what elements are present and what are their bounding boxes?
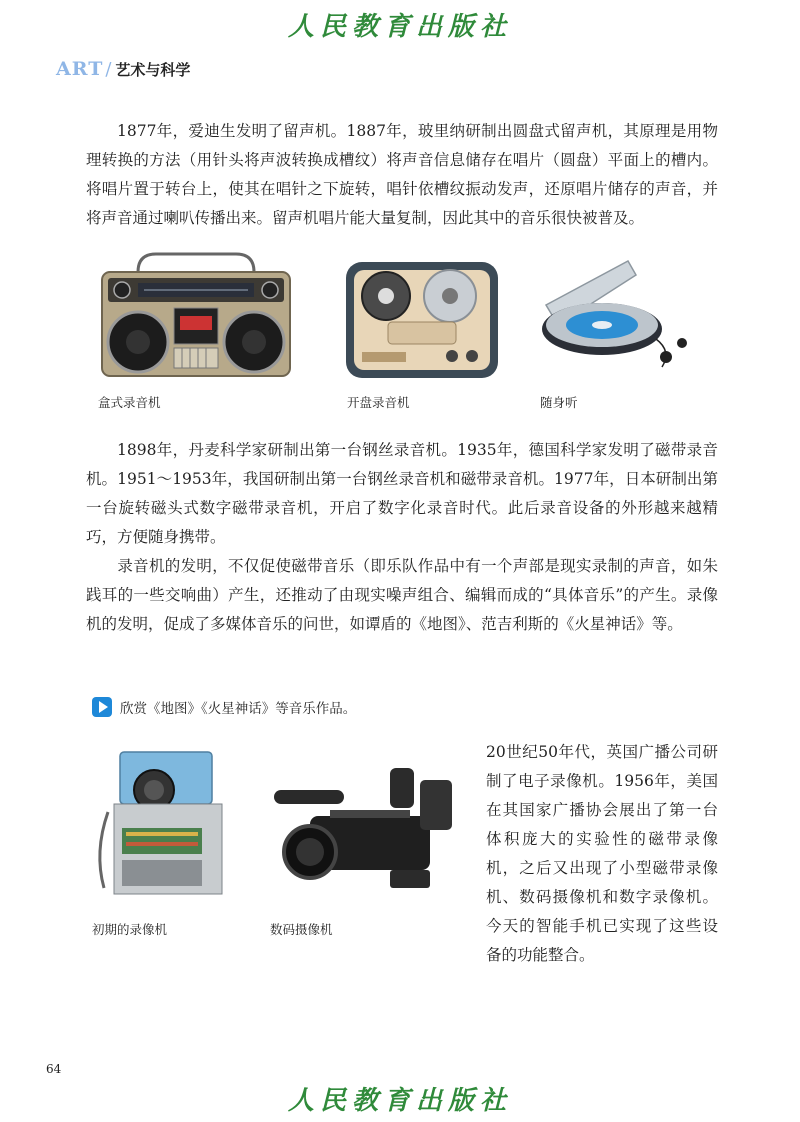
publisher-logo-top: 人民教育出版社 bbox=[287, 12, 512, 42]
art-label: ART bbox=[56, 58, 104, 80]
section-title: 艺术与科学 bbox=[115, 61, 191, 79]
caption-camcorder: 数码摄像机 bbox=[270, 922, 333, 937]
publisher-logo-bottom: 人民教育出版社 bbox=[287, 1086, 512, 1116]
paragraph-music-influence: 录音机的发明，不仅促使磁带音乐（即乐队作品中有一个声部是现实录制的声音，如朱践耳的一些交响曲）产生，还推动了由现实噪声组合、编辑而成的“具体音乐”的产生。录像机的发明，促成了多媒体音乐的问世，如谭盾的《地图》、范吉利斯的《火星神话》等。 bbox=[86, 557, 718, 633]
paragraph-tape-recorder: 1898年，丹麦科学家研制出第一台钢丝录音机。1935年，德国科学家发明了磁带录音机。1951～1953年，我国研制出第一台钢丝录音机和磁带录音机。1977年，日本研制出第一台旋转磁头式数字磁带录音机，开启了数字化录音时代。此后录音设备的外形越来越精巧，方便随身携带。 bbox=[86, 441, 718, 546]
listening-activity bbox=[92, 697, 356, 717]
caption-early-vcr: 初期的录像机 bbox=[92, 922, 168, 937]
section-header bbox=[56, 58, 190, 80]
page-number: 64 bbox=[46, 1062, 62, 1076]
camcorder-image bbox=[270, 760, 466, 900]
paragraph-vcr-history: 20世纪50年代，英国广播公司研制了电子录像机。1956年，美国在其国家广播协会展出了第一台体积庞大的实验性的磁带录像机，之后又出现了小型磁带录像机、数码摄像机和数字录像机。今天的智能手机已实现了这些设备的功能整合。 bbox=[486, 743, 718, 964]
listening-activity-text: 欣赏《地图》《火星神话》等音乐作品。 bbox=[120, 701, 357, 717]
reel-to-reel-image bbox=[344, 260, 500, 380]
play-icon bbox=[92, 697, 112, 717]
early-vcr-image bbox=[92, 742, 232, 898]
paragraph-phonograph: 1877年，爱迪生发明了留声机。1887年，玻里纳研制出圆盘式留声机，其原理是用物理转换的方法（用针头将声波转换成槽纹）将声音信息储存在唱片（圆盘）平面上的槽内。将唱片置于转台上，使其在唱针之下旋转，唱针依槽纹振动发声，还原唱片储存的声音，并将声音通过喇叭传播出来。留声机唱片能大量复制，因此其中的音乐很快被普及。 bbox=[86, 122, 718, 227]
caption-boombox: 盒式录音机 bbox=[98, 395, 161, 410]
caption-discman: 随身听 bbox=[540, 395, 578, 410]
header-slash: / bbox=[105, 59, 112, 80]
discman-image bbox=[538, 255, 692, 375]
caption-reel-recorder: 开盘录音机 bbox=[347, 395, 410, 410]
boombox-image bbox=[98, 250, 294, 380]
